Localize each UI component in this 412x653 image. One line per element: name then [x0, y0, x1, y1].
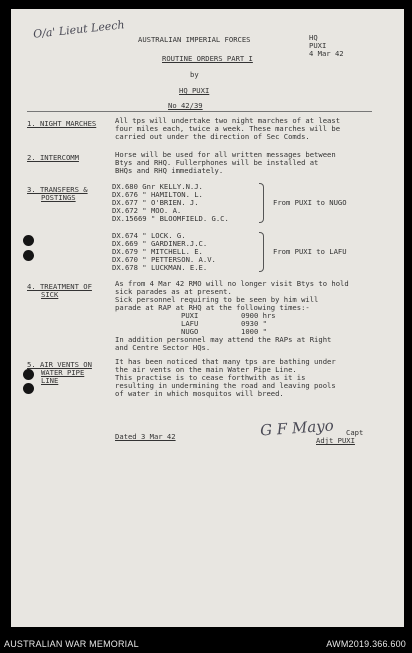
time-value: 0930 ": [241, 319, 267, 328]
item-2-heading: 2. INTERCOMM: [27, 153, 79, 162]
item-2-line: Horse will be used for all written messages between: [115, 150, 336, 159]
punch-hole: [23, 235, 34, 246]
item-5-line: resulting in undermining the road and leaving pools: [115, 381, 336, 390]
posting-destination: From PUXI to LAFU: [273, 247, 347, 256]
document-page: [11, 9, 404, 627]
time-value: 0900 hrs: [241, 311, 276, 320]
item-4-line: sick parades as at present.: [115, 287, 232, 296]
signature-rank: Capt: [346, 428, 364, 437]
item-5-line: the air vents on the main Water Pipe Line.: [115, 365, 297, 374]
order-number: No 42/39: [168, 101, 203, 110]
item-4-line: parade at RAP at RHQ at the following times:-: [115, 303, 310, 312]
signature: G F Mayo: [259, 416, 335, 440]
time-place: PUXI: [181, 311, 199, 320]
item-3-heading: POSTINGS: [41, 193, 76, 202]
item-5-heading: LINE: [41, 376, 59, 385]
posting-row: DX.676 " HAMILTON. L.: [112, 190, 203, 199]
signature-role: Adjt PUXI: [316, 436, 355, 445]
item-4-line: In addition personnel may attend the RAPs at Right: [115, 335, 332, 344]
footer-accession-number: AWM2019.366.600: [326, 639, 406, 649]
item-5-line: This practise is to cease forthwith as it is: [115, 373, 306, 382]
item-5-line: of water in which mosquitos will breed.: [115, 389, 284, 398]
by-label: by: [190, 70, 199, 79]
item-2-line: Btys and RHQ. Fullerphones will be installed at: [115, 158, 319, 167]
item-3-heading: 3. TRANSFERS &: [27, 185, 88, 194]
item-5-heading: WATER PIPE: [41, 368, 85, 377]
punch-hole: [23, 383, 34, 394]
posting-row: DX.672 " MOO. A.: [112, 206, 182, 215]
punch-hole: [23, 369, 34, 380]
item-1-line: All tps will undertake two night marches of at least: [115, 116, 341, 125]
item-4-line: and Centre Sector HQs.: [115, 343, 211, 352]
posting-row: DX.677 " O'BRIEN. J.: [112, 198, 199, 207]
item-1-heading: 1. NIGHT MARCHES: [27, 119, 97, 128]
item-4-heading: 4. TREATMENT OF: [27, 282, 92, 291]
time-place: LAFU: [181, 319, 199, 328]
header-rule: [27, 111, 372, 112]
document-subtitle: ROUTINE ORDERS PART I: [162, 54, 253, 63]
item-4-line: Sick personnel requiring to be seen by him will: [115, 295, 319, 304]
posting-row: DX.680 Gnr KELLY.N.J.: [112, 182, 203, 191]
time-value: 1000 ": [241, 327, 267, 336]
punch-hole: [23, 250, 34, 261]
top-right-hq: HQ: [309, 33, 318, 42]
item-5-line: It has been noticed that many tps are bathing under: [115, 357, 336, 366]
brace: [259, 183, 264, 223]
time-place: NUGO: [181, 327, 199, 336]
footer-institution: AUSTRALIAN WAR MEMORIAL: [4, 639, 139, 649]
brace: [259, 232, 264, 272]
issuer: HQ PUXI: [179, 86, 210, 95]
item-5-heading: 5. AIR VENTS ON: [27, 360, 92, 369]
item-2-line: BHQs and RHQ immediately.: [115, 166, 224, 175]
top-right-date: 4 Mar 42: [309, 49, 344, 58]
item-1-line: four miles each, twice a week. These marches will be: [115, 124, 341, 133]
posting-row: DX.674 " LOCK. G.: [112, 231, 186, 240]
posting-row: DX.15669 " BLOOMFIELD. G.C.: [112, 214, 229, 223]
handwritten-note: O/a' Lieut Leech: [32, 18, 126, 41]
posting-row: DX.678 " LUCKMAN. E.E.: [112, 263, 208, 272]
document-title: AUSTRALIAN IMPERIAL FORCES: [138, 35, 251, 44]
posting-row: DX.670 " PETTERSON. A.V.: [112, 255, 216, 264]
item-4-line: As from 4 Mar 42 RMO will no longer visit Btys to hold: [115, 279, 349, 288]
top-right-unit: PUXI: [309, 41, 327, 50]
posting-row: DX.669 " GARDINER.J.C.: [112, 239, 208, 248]
item-1-line: carried out under the direction of Sec Comds.: [115, 132, 310, 141]
posting-row: DX.679 " MITCHELL. E.: [112, 247, 203, 256]
dated-line: Dated 3 Mar 42: [115, 432, 176, 441]
item-4-heading: SICK: [41, 290, 59, 299]
posting-destination: From PUXI to NUGO: [273, 198, 347, 207]
